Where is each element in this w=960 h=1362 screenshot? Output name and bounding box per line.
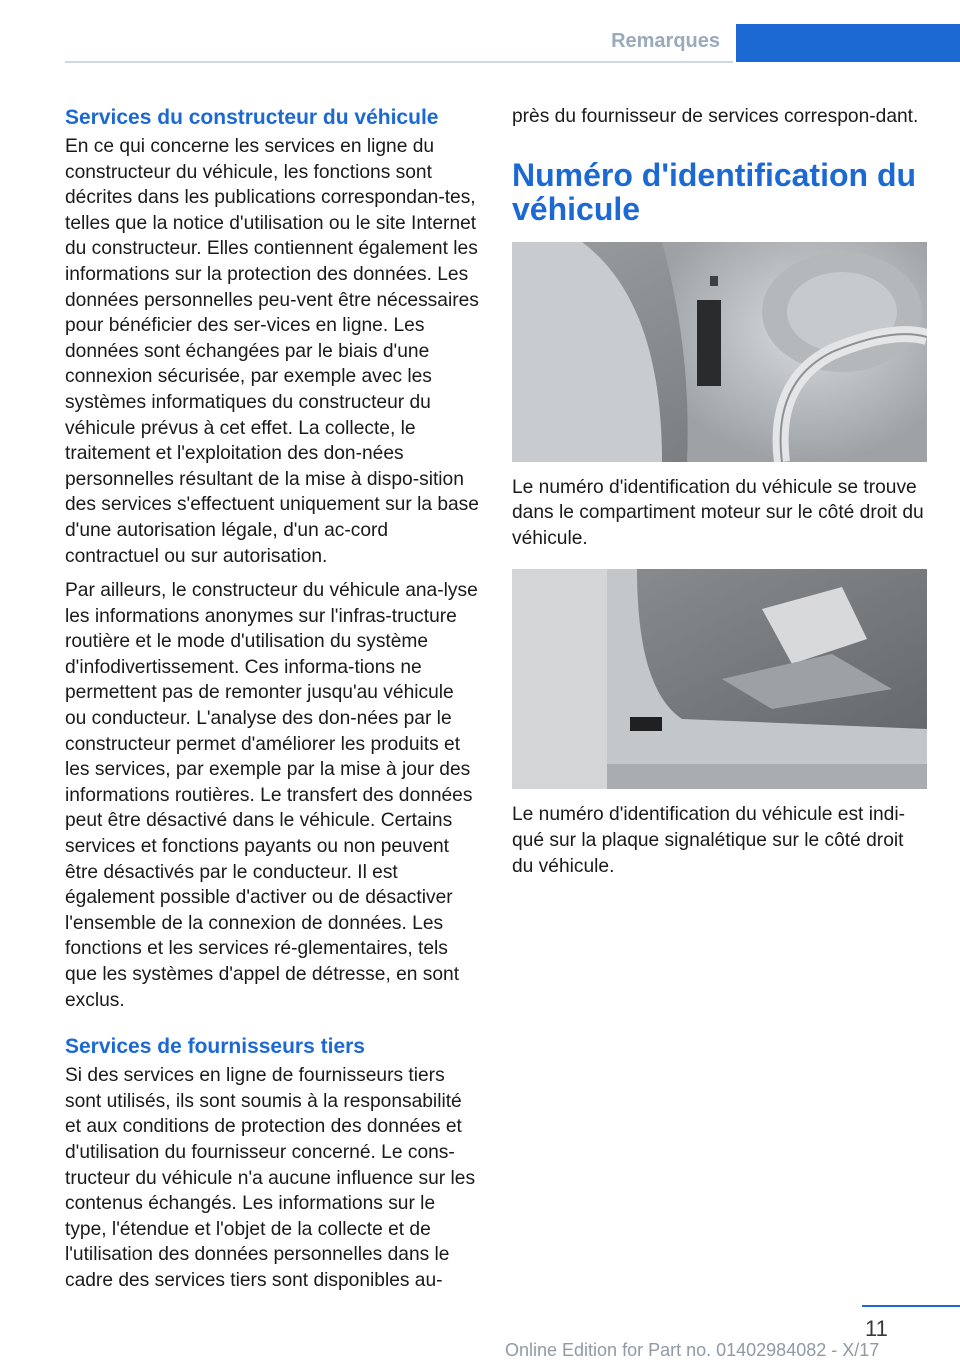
section-heading-third-party-services: Services de fournisseurs tiers [65, 1035, 365, 1059]
right-column [512, 104, 926, 888]
paragraph-anonymous-data: Par ailleurs, le constructeur du véhicule ana-lyse les informations anonymes sur l'infras-tructure routière et le mode d'utilisation du système d'infodivertissement. Ces informa-tions ne permettent pas de remonter jusqu'au véhicule ou conducteur. L'analyse des don-nées par le constructeur permet d'améliorer les produits et les services, par exemple par la mise à jour des informations routières. Le transfert des données peut être désactivé dans le véhicule. Certains services et fonctions payants ou non peuvent être désactivés par le conducteur. Il est également possible d'activer ou de désactiver l'ensemble de la connexion de données. Les fonctions et les services ré-glementaires, tels que les systèmes d'appel de détresse, en sont exclus. [65, 580, 478, 1011]
caption-type-plate: Le numéro d'identification du véhicule est indi-qué sur la plaque signalétique sur le côté droit du véhicule. [512, 804, 905, 877]
paragraph-third-party: Si des services en ligne de fournisseurs tiers sont utilisés, ils sont soumis à la responsabilité et aux conditions de protection des données et d'utilisation du fournisseur concerné. Le cons-tructeur du véhicule n'a aucune influence sur les contenus échangés. Les informations sur le type, l'étendue et l'objet de la collecte et de l'utilisation des données personnelles dans le cadre des services tiers sont disponibles au- [65, 1065, 476, 1291]
engine-compartment-drawing [512, 242, 927, 462]
header-accent-block [736, 24, 960, 62]
page-number: 11 [865, 1316, 888, 1341]
engine-compartment-illustration [512, 242, 927, 462]
paragraph-continuation: près du fournisseur de services correspon-dant. [512, 106, 919, 127]
header-rule [65, 61, 733, 63]
chapter-heading-vin: Numéro d'identification du véhicule [512, 156, 917, 227]
section-heading-manufacturer-services: Services du constructeur du véhicule [65, 106, 439, 129]
paragraph-online-services: En ce qui concerne les services en ligne du constructeur du véhicule, les fonctions sont décrites dans les publications correspondan-tes, telles que la notice d'utilisation ou le site Internet du constructeur. Elles contiennent également les informations sur la protection des données. Les données personnelles peu-vent être nécessaires pour bénéficier des ser-vices en ligne. Les données sont échangées par le biais d'une connexion sécurisée, par exemple avec les systèmes informatiques du constructeur du véhicule prévus à cet effet. La collecte, le traitement et l'exploitation des don-nées personnelles résultant de la mise à dispo-sition des services s'effectuent uniquement sur la base d'une autorisation légale, d'un ac-cord contractuel ou sur autorisation. [65, 136, 479, 567]
running-header-title: Remarques [611, 30, 720, 52]
footer-rule [862, 1305, 960, 1307]
caption-engine-compartment: Le numéro d'identification du véhicule se trouve dans le compartiment moteur sur le côté droit du véhicule. [512, 476, 924, 549]
door-sill-drawing [512, 569, 927, 789]
edition-footer: Online Edition for Part no. 01402984082 - X/17 [505, 1340, 880, 1360]
door-sill-illustration [512, 569, 927, 789]
left-column [65, 104, 479, 1303]
